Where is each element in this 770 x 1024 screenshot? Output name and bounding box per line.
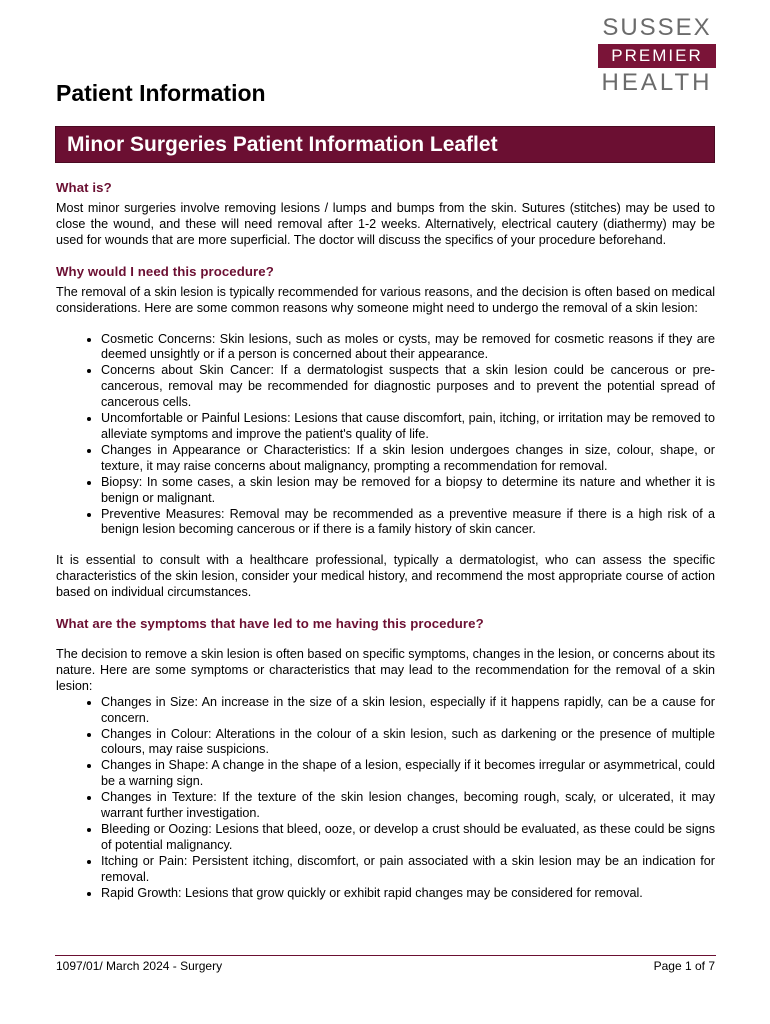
list-item: • Uncomfortable or Painful Lesions: Lesions that cause discomfort, pain, itching, or irritation may be removed to alleviate symptoms and improve the patient's quality of life. [101,411,715,443]
footer-page-number: Page 1 of 7 [653,959,715,973]
footer-divider [55,955,716,956]
list-item: • Changes in Shape: A change in the shape of a lesion, especially if it becomes irregular or asymmetrical, could be a warning sign. [101,758,715,790]
list-item: • Biopsy: In some cases, a skin lesion may be removed for a biopsy to determine its nature and whether it is benign or malignant. [101,475,715,507]
logo-line-sussex: SUSSEX [602,14,712,41]
reasons-list [56,332,715,539]
section-heading-what-is: What is? [56,180,112,195]
symptoms-list [56,695,715,902]
footer-reference: 1097/01/ March 2024 - Surgery [56,959,223,973]
logo-line-premier: PREMIER [598,44,716,68]
list-item: • Itching or Pain: Persistent itching, discomfort, or pain associated with a skin lesion may be an indication for removal. [101,854,715,886]
list-item: • Preventive Measures: Removal may be recommended as a preventive measure if there is a high risk of a benign lesion becoming cancerous or if there is a family history of skin cancer. [101,507,715,539]
list-item: • Concerns about Skin Cancer: If a dermatologist suspects that a skin lesion could be cancerous or pre-cancerous, removal may be recommended for diagnostic purposes and to prevent the potential spread of cancerous cells. [101,363,715,411]
list-item: • Changes in Colour: Alterations in the colour of a skin lesion, such as darkening or the presence of multiple colours, may raise suspicions. [101,727,715,759]
symptoms-intro-paragraph: The decision to remove a skin lesion is often based on specific symptoms, changes in the lesion, or concerns about its nature. Here are some symptoms or characteristics that may lead to the recommendation for the removal of a skin lesion: [56,647,715,693]
list-item: • Cosmetic Concerns: Skin lesions, such as moles or cysts, may be removed for cosmetic reasons if they are deemed unsightly or if a person is concerned about their appearance. [101,332,715,364]
page-title: Patient Information [56,80,266,106]
leaflet-title-banner: Minor Surgeries Patient Information Leaflet [55,126,715,163]
sussex-premier-health-logo [598,15,716,96]
logo-line-health: HEALTH [601,69,713,96]
list-item: • Changes in Appearance or Characteristics: If a skin lesion undergoes changes in size, colour, shape, or texture, it may raise concerns about malignancy, prompting a recommendation for removal. [101,443,715,475]
section-heading-why: Why would I need this procedure? [56,263,274,279]
why-intro-paragraph: The removal of a skin lesion is typically recommended for various reasons, and the decision is often based on medical considerations. Here are some common reasons why someone might need to undergo the removal of a skin lesion: [56,284,715,315]
list-item: • Rapid Growth: Lesions that grow quickly or exhibit rapid changes may be considered for removal. [101,886,715,902]
what-is-paragraph: Most minor surgeries involve removing lesions / lumps and bumps from the skin. Sutures (stitches) may be used to close the wound, and these will need removal after 1-2 weeks. Alternatively, electrical cautery (diathermy) may be used for wounds that are more superficial. The doctor will discuss the specifics of your procedure beforehand. [56,201,715,247]
section-heading-symptoms: What are the symptoms that have led to me having this procedure? [56,616,484,632]
leaflet-content [56,180,715,902]
list-item: • Bleeding or Oozing: Lesions that bleed, ooze, or develop a crust should be evaluated, as these could be signs of potential malignancy. [101,822,715,854]
list-item: • Changes in Size: An increase in the size of a skin lesion, especially if it happens rapidly, can be a cause for concern. [101,695,715,727]
why-outro-paragraph: It is essential to consult with a healthcare professional, typically a dermatologist, who can assess the specific characteristics of the skin lesion, consider your medical history, and recommend the most appropriate course of action based on individual circumstances. [56,553,715,600]
list-item: • Changes in Texture: If the texture of the skin lesion changes, becoming rough, scaly, or ulcerated, it may warrant further investigation. [101,790,715,822]
